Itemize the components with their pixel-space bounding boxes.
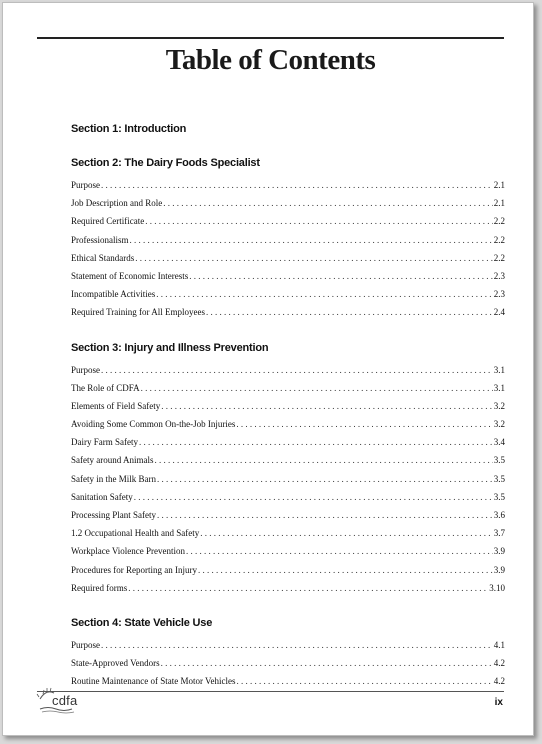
logo-text: cdfa — [52, 693, 78, 708]
dot-leader — [135, 249, 493, 267]
toc-entry[interactable] — [71, 303, 505, 321]
dot-leader — [186, 542, 493, 560]
toc-entry-page: 4.1 — [493, 639, 505, 650]
toc-entry-page: 3.5 — [493, 455, 505, 466]
page-title: Table of Contents — [165, 44, 376, 76]
toc-section — [71, 122, 505, 136]
toc-entry-label: Processing Plant Safety — [71, 510, 156, 520]
dot-leader — [157, 506, 493, 524]
toc-entry-label: Sanitation Safety — [71, 491, 133, 502]
footer-rule — [37, 691, 504, 692]
toc-entry-page: 2.3 — [493, 289, 505, 300]
toc-entry-label: Routine Maintenance of State Motor Vehicles — [71, 676, 236, 687]
dot-leader — [101, 176, 493, 194]
toc-section — [71, 616, 505, 691]
toc-entry-page: 3.2 — [493, 419, 505, 430]
toc-entry-list — [71, 361, 505, 597]
toc-entry[interactable] — [71, 194, 505, 212]
dot-leader — [189, 267, 493, 285]
toc-entry-page: 2.2 — [493, 252, 505, 263]
toc-entry-page: 3.5 — [493, 473, 505, 484]
document-page — [2, 2, 534, 736]
toc-entry[interactable] — [71, 654, 505, 672]
toc-entry[interactable] — [71, 285, 505, 303]
toc-entry[interactable] — [71, 524, 505, 542]
toc-entry-label: Procedures for Reporting an Injury — [71, 564, 197, 575]
toc-entry[interactable] — [71, 542, 505, 560]
dot-leader — [128, 579, 488, 597]
toc-entry-page: 2.3 — [493, 270, 505, 281]
toc-entry-page: 3.7 — [493, 528, 505, 539]
toc-entry[interactable] — [71, 379, 505, 397]
toc-entry-page: 3.9 — [493, 564, 505, 575]
toc-entry-page: 2.1 — [493, 180, 505, 190]
dot-leader — [206, 303, 493, 321]
section-heading: Section 2: The Dairy Foods Specialist — [71, 157, 260, 169]
toc-entry[interactable] — [71, 672, 505, 690]
toc-entry[interactable] — [71, 561, 505, 579]
toc-entry-label: Avoiding Some Common On-the-Job Injuries — [71, 419, 236, 430]
toc-entry-label: Required Certificate — [71, 216, 145, 227]
toc-entry[interactable] — [71, 249, 505, 267]
section-heading: Section 3: Injury and Illness Prevention — [71, 341, 269, 354]
toc-entry-page: 3.1 — [493, 364, 505, 375]
toc-entry[interactable] — [71, 451, 505, 469]
toc-entry-page: 2.4 — [493, 307, 505, 318]
toc-entry[interactable] — [71, 579, 505, 597]
toc-entry-label: Professionalism — [71, 234, 129, 245]
toc-entry-list — [71, 636, 505, 691]
dot-leader — [141, 379, 493, 397]
toc-entry-page: 3.6 — [493, 510, 505, 520]
toc-entry-label: Purpose — [71, 364, 100, 375]
dot-leader — [161, 654, 493, 672]
dot-leader — [198, 561, 493, 579]
toc-entry-label: The Role of CDFA — [71, 382, 140, 393]
toc-entry-label: 1.2 Occupational Health and Safety — [71, 528, 200, 539]
toc-entry[interactable] — [71, 361, 505, 379]
toc-entry-page: 3.10 — [489, 582, 505, 593]
top-rule — [37, 37, 504, 39]
toc-entry-label: Safety around Animals — [71, 455, 154, 466]
toc-entry-label: Job Description and Role — [71, 198, 163, 209]
toc-entry-page: 3.1 — [493, 382, 505, 393]
dot-leader — [157, 470, 493, 488]
dot-leader — [155, 451, 493, 469]
dot-leader — [200, 524, 493, 542]
toc-entry-label: Statement of Economic Interests — [71, 270, 189, 281]
toc-entry-page: 4.2 — [493, 658, 505, 669]
dot-leader — [237, 672, 493, 690]
toc-entry-list — [71, 176, 505, 322]
dot-leader — [130, 231, 493, 249]
toc-entry-page: 2.2 — [493, 234, 505, 245]
dot-leader — [145, 212, 493, 230]
toc-entry-label: State-Approved Vendors — [71, 658, 160, 669]
toc-section — [71, 341, 505, 597]
dot-leader — [134, 488, 493, 506]
toc-entry-label: Safety in the Milk Barn — [71, 473, 156, 484]
dot-leader — [161, 397, 493, 415]
toc-entry[interactable] — [71, 212, 505, 230]
dot-leader — [101, 361, 493, 379]
toc-entry-label: Ethical Standards — [71, 252, 135, 263]
section-heading: Section 1: Introduction — [71, 123, 187, 135]
toc-section — [71, 156, 505, 322]
toc-entry[interactable] — [71, 415, 505, 433]
toc-entry[interactable] — [71, 397, 505, 415]
toc-entry[interactable] — [71, 470, 505, 488]
toc-entry-label: Purpose — [71, 639, 100, 650]
dot-leader — [156, 285, 493, 303]
toc-content — [71, 122, 505, 710]
dot-leader — [101, 636, 493, 654]
toc-entry-label: Dairy Farm Safety — [71, 437, 138, 448]
dot-leader — [236, 415, 492, 433]
cdfa-logo — [36, 685, 96, 715]
toc-entry[interactable] — [71, 433, 505, 451]
toc-entry-label: Workplace Violence Prevention — [71, 546, 186, 557]
toc-entry[interactable] — [71, 636, 505, 654]
toc-entry[interactable] — [71, 488, 505, 506]
toc-entry-page: 3.9 — [493, 546, 505, 557]
section-heading: Section 4: State Vehicle Use — [71, 616, 213, 629]
toc-entry-page: 2.1 — [493, 198, 505, 209]
toc-entry-page: 3.4 — [493, 437, 505, 448]
dot-leader — [163, 194, 493, 212]
toc-entry-label: Purpose — [71, 180, 100, 190]
toc-entry-label: Required forms — [71, 582, 128, 593]
toc-entry-label: Required Training for All Employees — [71, 307, 205, 318]
toc-entry[interactable] — [71, 506, 505, 524]
toc-entry[interactable] — [71, 231, 505, 249]
toc-entry[interactable] — [71, 267, 505, 285]
toc-entry-page: 2.2 — [493, 216, 505, 227]
toc-entry-page: 4.2 — [493, 676, 505, 687]
toc-entry-page: 3.2 — [493, 400, 505, 411]
page-number: ix — [494, 697, 503, 708]
toc-entry-label: Incompatible Activities — [71, 289, 156, 300]
toc-entry[interactable] — [71, 176, 505, 194]
dot-leader — [139, 433, 493, 451]
toc-entry-page: 3.5 — [493, 491, 505, 502]
toc-entry-label: Elements of Field Safety — [71, 400, 161, 411]
